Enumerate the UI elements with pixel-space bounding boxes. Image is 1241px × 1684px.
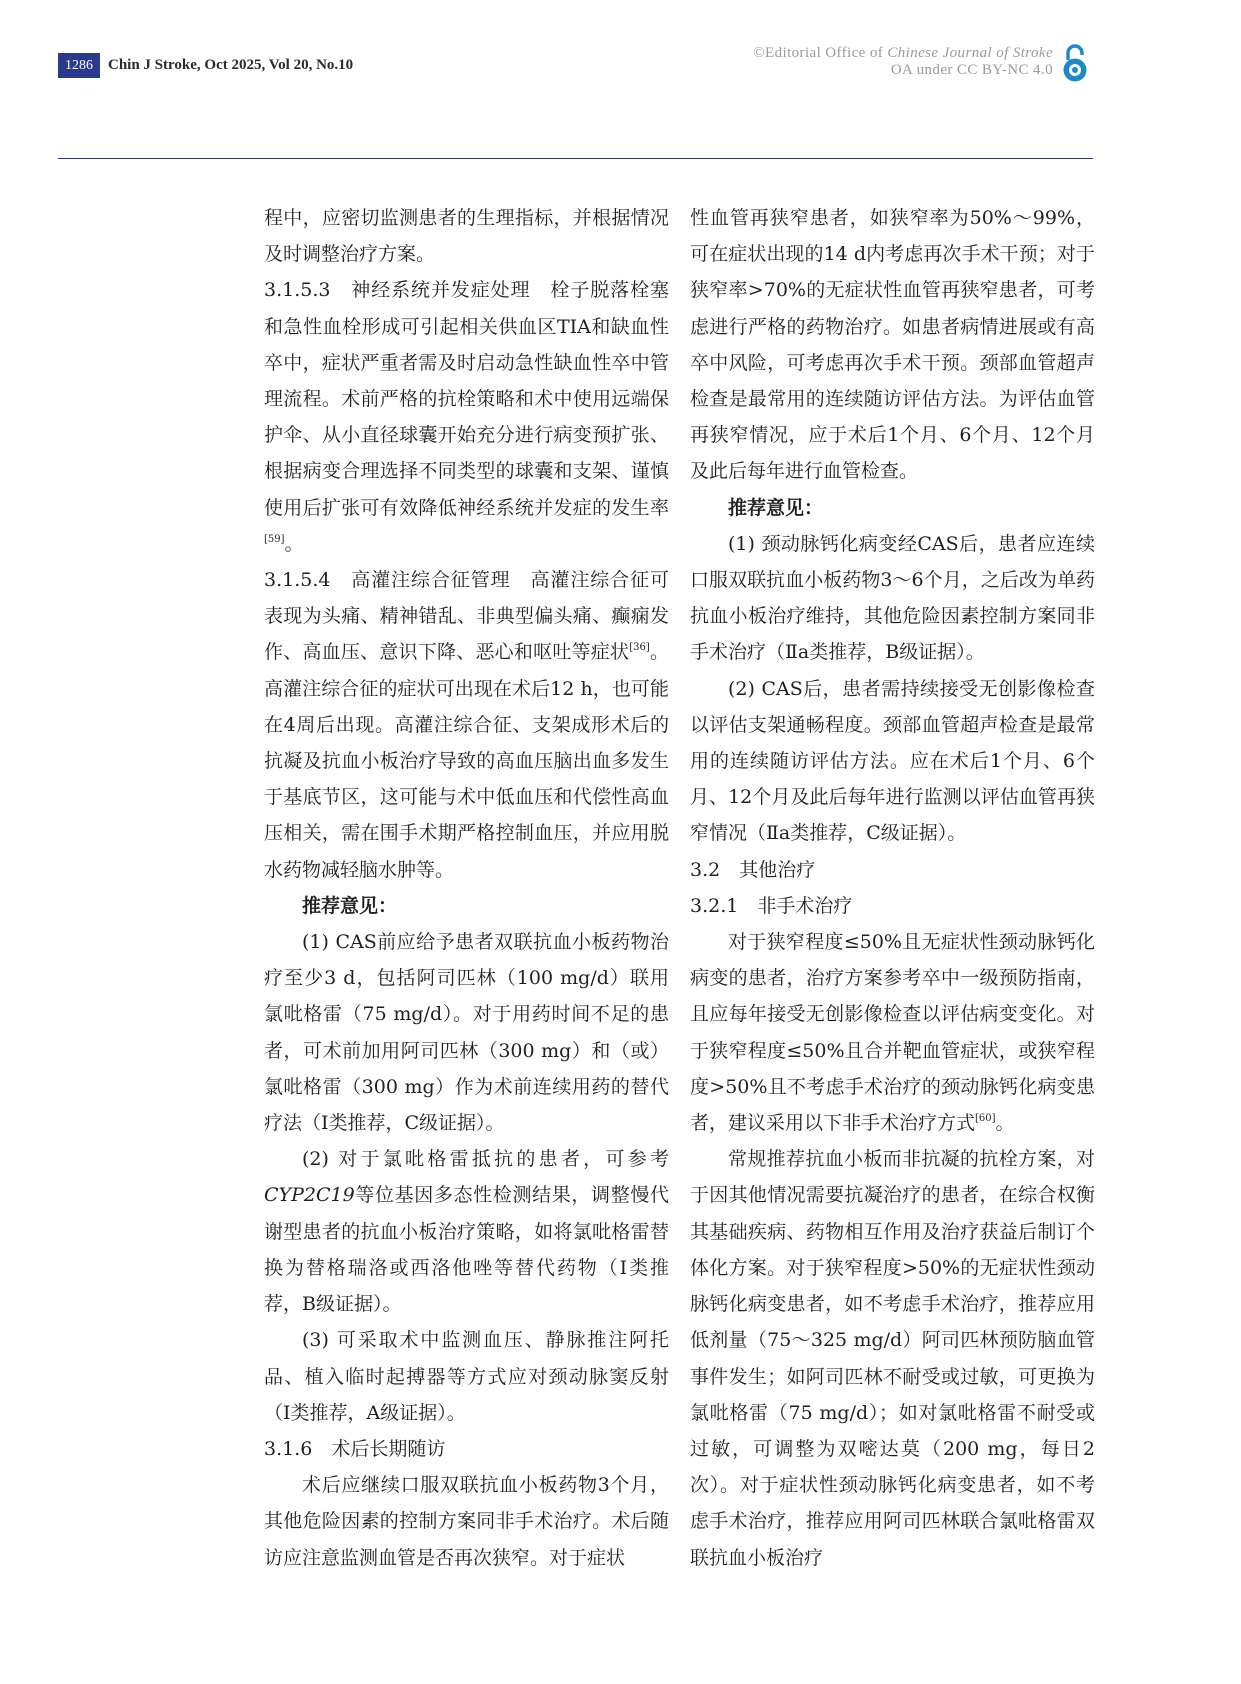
copyright-journal-name: Chinese Journal of Stroke bbox=[887, 45, 1053, 61]
section-3-1-5-3 bbox=[264, 272, 669, 562]
section-3-1-5-4 bbox=[264, 562, 669, 888]
recommendation-item: (3) 可采取术中监测血压、静脉推注阿托品、植入临时起搏器等方式应对颈动脉窦反射（Ⅰ类推荐，A级证据）。 bbox=[264, 1329, 669, 1424]
paragraph-text: 。 bbox=[284, 532, 304, 555]
recommendation-heading: 推荐意见： bbox=[728, 496, 824, 519]
paragraph: 性血管再狭窄患者，如狭窄率为50%～99%，可在症状出现的14 d内考虑再次手术干预；对于狭窄率>70%的无症状性血管再狭窄患者，可考虑进行严格的药物治疗。如患者病情进展或有高卒中风险，可考虑再次手术干预。颈部血管超声检查是最常用的连续随访评估方法。为评估血管再狭窄情况，应于术后1个月、6个月、12个月及此后每年进行血管检查。 bbox=[690, 207, 1095, 483]
right-column bbox=[690, 200, 1095, 1576]
citation-ref: [59] bbox=[264, 533, 285, 545]
copyright-notice bbox=[753, 45, 1053, 79]
paragraph-text: (2) 对于氯吡格雷抵抗的患者，可参考 bbox=[302, 1148, 669, 1171]
paragraph-text: 。 bbox=[995, 1112, 1015, 1135]
copyright-line bbox=[753, 45, 1053, 62]
paragraph: 程中，应密切监测患者的生理指标，并根据情况及时调整治疗方案。 bbox=[264, 207, 669, 266]
paragraph bbox=[690, 924, 1095, 1141]
open-access-lock-icon bbox=[1060, 42, 1090, 84]
recommendation-heading: 推荐意见： bbox=[302, 894, 398, 917]
paragraph: 术后应继续口服双联抗血小板药物3个月，其他危险因素的控制方案同非手术治疗。术后随访应注意监测血管是否再次狭窄。对于症状 bbox=[264, 1474, 669, 1569]
paragraph-text: 对于狭窄程度≤50%且无症状性颈动脉钙化病变的患者，治疗方案参考卒中一级预防指南，且应每年接受无创影像检查以评估病变变化。对于狭窄程度≤50%且合并靶血管症状，或狭窄程度>50%且不考虑手术治疗的颈动脉钙化病变患者，建议采用以下非手术治疗方式 bbox=[690, 931, 1095, 1135]
page-number: 1286 bbox=[58, 53, 100, 78]
recommendation-item bbox=[264, 1141, 669, 1322]
license-line: OA under CC BY-NC 4.0 bbox=[890, 62, 1053, 78]
journal-citation: Chin J Stroke, Oct 2025, Vol 20, No.10 bbox=[108, 57, 354, 73]
citation-ref: [36] bbox=[629, 642, 650, 654]
copyright-prefix: ©Editorial Office of bbox=[753, 45, 888, 61]
section-heading: 3.1.6 术后长期随访 bbox=[264, 1437, 446, 1460]
paragraph-text: 。高灌注综合征的症状可出现在术后12 h，也可能在4周后出现。高灌注综合征、支架成形术后的抗凝及抗血小板治疗导致的高血压脑出血多发生于基底节区，这可能与术中低血压和代偿性高血压相关，需在围手术期严格控制血压，并应用脱水药物减轻脑水肿等。 bbox=[264, 641, 669, 881]
paragraph-text: 3.1.5.3 神经系统并发症处理 栓子脱落栓塞和急性血栓形成可引起相关供血区TIA和缺血性卒中，症状严重者需及时启动急性缺血性卒中管理流程。术前严格的抗栓策略和术中使用远端保护伞、从小直径球囊开始充分进行病变预扩张、根据病变合理选择不同类型的球囊和支架、谨慎使用后扩张可有效降低神经系统并发症的发生率 bbox=[264, 279, 669, 519]
left-column bbox=[264, 200, 669, 1576]
section-heading: 3.2 其他治疗 bbox=[690, 858, 816, 881]
paragraph-text: 等位基因多态性检测结果，调整慢代谢型患者的抗血小板治疗策略，如将氯吡格雷替换为替格瑞洛或西洛他唑等替代药物（Ⅰ类推荐，B级证据）。 bbox=[264, 1184, 669, 1316]
header-rule bbox=[58, 158, 1093, 159]
recommendation-item: (2) CAS后，患者需持续接受无创影像检查以评估支架通畅程度。颈部血管超声检查是最常用的连续随访评估方法。应在术后1个月、6个月、12个月及此后每年进行监测以评估血管再狭窄情况（Ⅱa类推荐，C级证据）。 bbox=[690, 677, 1095, 845]
gene-name: CYP2C19 bbox=[264, 1184, 355, 1207]
recommendation-item: (1) CAS前应给予患者双联抗血小板药物治疗至少3 d，包括阿司匹林（100 mg/d）联用氯吡格雷（75 mg/d）。对于用药时间不足的患者，可术前加用阿司匹林（300 mg）和（或）氯吡格雷（300 mg）作为术前连续用药的替代疗法（Ⅰ类推荐，C级证据）。 bbox=[264, 931, 669, 1135]
recommendation-item: (1) 颈动脉钙化病变经CAS后，患者应连续口服双联抗血小板药物3～6个月，之后改为单药抗血小板治疗维持，其他危险因素控制方案同非手术治疗（Ⅱa类推荐，B级证据）。 bbox=[690, 532, 1095, 664]
citation-ref: [60] bbox=[975, 1113, 996, 1125]
subsection-heading: 3.2.1 非手术治疗 bbox=[690, 894, 853, 917]
paragraph-text: 3.1.5.4 高灌注综合征管理 高灌注综合征可表现为头痛、精神错乱、非典型偏头痛、癫痫发作、高血压、意识下降、恶心和呕吐等症状 bbox=[264, 569, 669, 664]
paragraph: 常规推荐抗血小板而非抗凝的抗栓方案，对于因其他情况需要抗凝治疗的患者，在综合权衡其基础疾病、药物相互作用及治疗获益后制订个体化方案。对于狭窄程度>50%的无症状性颈动脉钙化病变患者，如不考虑手术治疗，推荐应用低剂量（75～325 mg/d）阿司匹林预防脑血管事件发生；如阿司匹林不耐受或过敏，可更换为氯吡格雷（75 mg/d）；如对氯吡格雷不耐受或过敏，可调整为双嘧达莫（200 mg，每日2次）。对于症状性颈动脉钙化病变患者，如不考虑手术治疗，推荐应用阿司匹林联合氯吡格雷双联抗血小板治疗 bbox=[690, 1148, 1095, 1569]
